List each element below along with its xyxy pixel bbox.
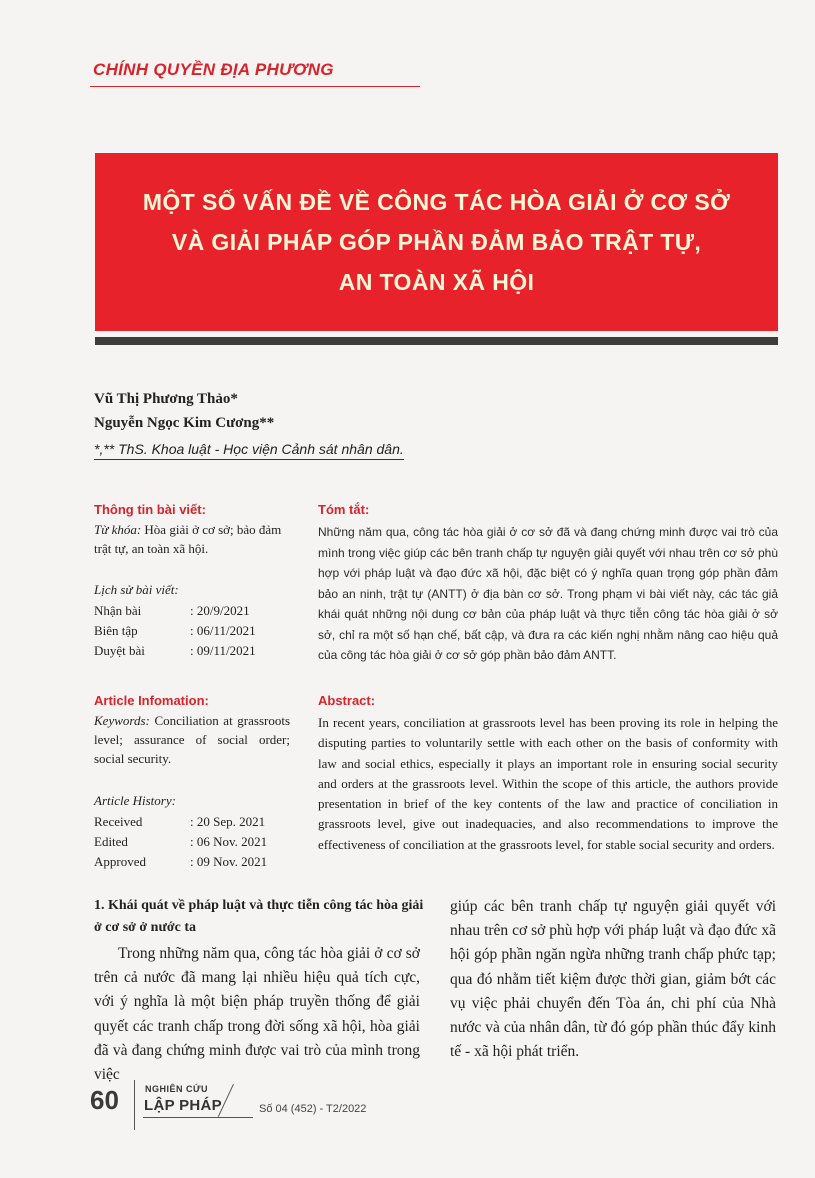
history-key: Duyệt bài xyxy=(94,643,145,658)
abstract-vi-text: Những năm qua, công tác hòa giải ở cơ sở đã và đang chứng minh được vai trò của mình trong việc giúp các bên tranh chấp tự nguyện giải quyết với nhau trên cơ sở phù hợp với pháp luật và đạo đức xã hội, đặc biệt có ý nghĩa quan trọng góp phần đảm bảo an ninh, trật tự (ANTT) ở địa bàn cơ sở. Trong phạm vi bài viết này, các tác giả khái quát những nội dung cơ bản của pháp luật và thực tiễn công tác hòa giải ở sở sở, chỉ ra một số hạn chế, bất cập, và đưa ra các kiến nghị nhằm nâng cao hiệu quả của công tác hòa giải ở cơ sở góp phần bảo đảm ANTT. xyxy=(318,525,778,662)
info-vi-keywords xyxy=(94,520,290,558)
info-en-keywords-label: Keywords: xyxy=(94,713,150,728)
info-vi-history-row xyxy=(94,623,256,639)
info-en-history-row xyxy=(94,814,265,830)
article-title-box xyxy=(95,153,778,331)
history-key: Received xyxy=(94,814,143,829)
history-value: : 06/11/2021 xyxy=(190,623,256,638)
author-1: Vũ Thị Phương Thảo* xyxy=(94,391,238,407)
abstract-en-heading: Abstract: xyxy=(318,693,376,708)
history-value: : 20 Sep. 2021 xyxy=(190,814,266,829)
author-affiliation: *,** ThS. Khoa luật - Học viện Cảnh sát nhân dân. xyxy=(94,441,404,460)
abstract-vi-heading: Tóm tắt: xyxy=(318,502,370,517)
footer-divider xyxy=(134,1080,135,1130)
magazine-name: LẬP PHÁP xyxy=(144,1097,222,1114)
info-vi-keywords-label: Từ khóa: xyxy=(94,522,142,537)
info-en-history-row xyxy=(94,834,267,850)
info-en-keywords-value: Conciliation at grassroots level; assurance of social order; social security. xyxy=(94,713,290,766)
info-vi-history-label: Lịch sử bài viết: xyxy=(94,582,179,597)
article-title-line-2: VÀ GIẢI PHÁP GÓP PHẦN ĐẢM BẢO TRẬT TỰ, xyxy=(171,229,702,255)
section-label: CHÍNH QUYỀN ĐỊA PHƯƠNG xyxy=(93,60,334,79)
footer-underline xyxy=(143,1117,253,1118)
section-divider xyxy=(90,86,420,87)
history-value: : 09 Nov. 2021 xyxy=(190,854,268,869)
history-value: : 20/9/2021 xyxy=(190,603,250,618)
body-column-2: giúp các bên tranh chấp tự nguyện giải quyết với nhau trên cơ sở phù hợp với pháp luật và đạo đức xã hội góp phần ngăn ngừa những tranh chấp phức tạp; qua đó nhằm tiết kiệm được thời gian, giảm bớt các vụ việc phải chuyển đến Tòa án, chi phí của Nhà nước và của nhân dân, từ đó góp phần thúc đẩy kinh tế - xã hội phát triển. xyxy=(450,898,776,1061)
page-number: 60 xyxy=(90,1085,119,1115)
title-underline-bar xyxy=(95,337,778,345)
info-vi-heading: Thông tin bài viết: xyxy=(94,502,206,517)
history-key: Nhận bài xyxy=(94,603,142,618)
article-title-line-1: MỘT SỐ VẤN ĐỀ VỀ CÔNG TÁC HÒA GIẢI Ở CƠ SỞ xyxy=(142,189,731,215)
info-en-keywords xyxy=(94,711,290,768)
info-en-history-row xyxy=(94,854,267,870)
info-en-history-label: Article History: xyxy=(94,793,176,808)
section-1-heading: 1. Khái quát về pháp luật và thực tiễn công tác hòa giải ở cơ sở ở nước ta xyxy=(94,898,424,935)
info-vi-history-row xyxy=(94,643,256,659)
history-key: Edited xyxy=(94,834,128,849)
info-vi-history-row xyxy=(94,603,250,619)
info-vi-keywords-value: Hòa giải ở cơ sở; bảo đảm trật tự, an toàn xã hội. xyxy=(94,522,282,556)
author-2: Nguyễn Ngọc Kim Cương** xyxy=(94,415,275,431)
issue-info: Số 04 (452) - T2/2022 xyxy=(259,1103,367,1115)
magazine-name-top: NGHIÊN CỨU xyxy=(145,1084,208,1094)
info-en-heading: Article Infomation: xyxy=(94,693,209,708)
history-key: Biên tập xyxy=(94,623,138,638)
history-key: Approved xyxy=(94,854,146,869)
history-value: : 09/11/2021 xyxy=(190,643,256,658)
article-title-line-3: AN TOÀN XÃ HỘI xyxy=(338,269,535,295)
body-column-1: Trong những năm qua, công tác hòa giải ở cơ sở trên cả nước đã mang lại nhiều hiệu quả tích cực, với ý nghĩa là một biện pháp truyền thống để giải quyết các tranh chấp trong đời sống xã hội, hòa giải đã và đang chứng minh được vai trò của mình trong việc xyxy=(94,945,420,1084)
history-value: : 06 Nov. 2021 xyxy=(190,834,268,849)
abstract-en-text: In recent years, conciliation at grassroots level has been proving its role in helping the disputing parties to voluntarily settle with each other on the basis of conformity with law and social ethics, especially it plays an important role in ensuring social security and orders at the grassroots level. Within the scope of this article, the authors provide presentation in brief of the key contents of the law and practice of conciliation in grassroots level, give out inadequacies, and also recommendations to improve the effectiveness of conciliation at the grassroots level, for stable social security and orders. xyxy=(318,715,778,852)
